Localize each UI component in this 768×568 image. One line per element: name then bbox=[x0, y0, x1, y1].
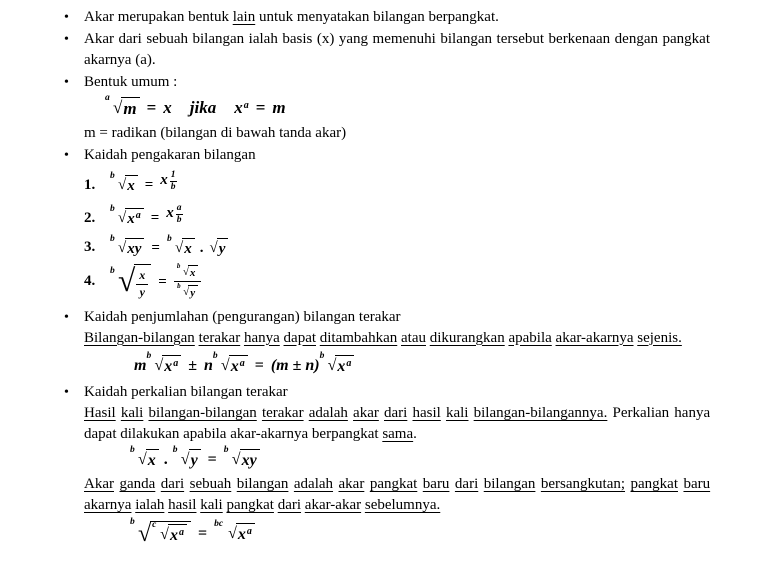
radical-sign: √ bbox=[209, 239, 218, 256]
bullet-item-kaidah-penjumlahan bbox=[64, 307, 710, 381]
paragraph-akar-basis: Akar dari sebuah bilangan ialah basis (x) yang memenuhi bilangan tersebut berkenaan dengan pangkat akarnya (a). bbox=[84, 31, 710, 68]
variable-x: x bbox=[160, 172, 168, 189]
rule-number: 2. bbox=[84, 209, 96, 226]
equals-sign: = bbox=[150, 210, 160, 227]
exponent-a: a bbox=[173, 357, 179, 369]
variable-x: x bbox=[230, 357, 239, 375]
dot-operator: . bbox=[199, 239, 204, 256]
radicand: y bbox=[189, 449, 201, 470]
section-label-penjumlahan: Kaidah penjumlahan (pengurangan) bilangan terakar bbox=[84, 308, 401, 325]
radical-sign: √ bbox=[138, 450, 147, 468]
radical-sign: √ bbox=[174, 239, 184, 256]
equals-sign: = bbox=[207, 450, 217, 468]
radical bbox=[208, 238, 228, 258]
aturan-penjumlahan: Bilangan-bilangan terakar hanya dapat ditambahkan atau dikurangkan apabila akar-akarnya sejenis. bbox=[84, 329, 682, 346]
radical-sign: √ bbox=[138, 521, 152, 548]
rule-number: 4. bbox=[84, 273, 96, 290]
radical-sign: √ bbox=[183, 286, 190, 299]
bullet-item-kaidah-pengakaran bbox=[64, 145, 710, 305]
radical-index: b bbox=[110, 266, 115, 277]
radicand bbox=[150, 521, 191, 545]
denominator bbox=[174, 282, 201, 300]
bullet-item-kaidah-perkalian bbox=[64, 382, 710, 547]
radicand: x bbox=[125, 175, 138, 195]
radical bbox=[166, 233, 195, 258]
exponent-a: a bbox=[243, 100, 249, 111]
coefficient-m: m bbox=[134, 356, 147, 374]
variable-x: x bbox=[163, 98, 172, 117]
radical-index: bc bbox=[214, 519, 224, 530]
bullet-item-akar-basis bbox=[64, 29, 710, 71]
radical-index: b bbox=[172, 444, 178, 455]
text: Akar merupakan bentuk bbox=[84, 9, 229, 25]
fraction-of-radicals bbox=[174, 263, 202, 301]
radical-index: b bbox=[177, 282, 181, 291]
variable-x: x bbox=[166, 205, 174, 222]
radicand bbox=[125, 208, 144, 228]
bullet-marker: • bbox=[64, 384, 69, 400]
formula-akar-ganda bbox=[130, 517, 710, 548]
formula-rule-1 bbox=[110, 171, 177, 199]
variable-x: x bbox=[169, 527, 178, 545]
radicand: y bbox=[217, 238, 229, 258]
numerator: x bbox=[136, 269, 148, 285]
radicand bbox=[168, 524, 187, 545]
exponent-fraction bbox=[176, 203, 183, 225]
section-label-pengakaran: Kaidah pengakaran bilangan bbox=[84, 147, 256, 164]
underlined-word-sama: sama bbox=[382, 425, 414, 442]
radicand: x bbox=[146, 449, 159, 470]
bullet-item-akar-definisi bbox=[64, 7, 710, 28]
radical bbox=[223, 444, 260, 470]
radical-sign: √ bbox=[160, 526, 169, 544]
radicand bbox=[229, 355, 248, 376]
exponent-a: a bbox=[178, 527, 184, 539]
rule-4 bbox=[84, 263, 710, 301]
equals-sign: = bbox=[254, 356, 264, 374]
radicand: x bbox=[188, 265, 199, 280]
radical bbox=[110, 204, 144, 228]
coefficient-n: n bbox=[204, 356, 213, 374]
text: Perkalian hanya dapat dilakukan apabila akar-akarnya berpangkat bbox=[84, 404, 711, 442]
radical-index: b bbox=[110, 233, 115, 244]
radicand: x bbox=[182, 238, 195, 258]
power-x-a-over-b bbox=[166, 204, 182, 232]
rule-3 bbox=[84, 233, 710, 258]
bullet-marker: • bbox=[64, 10, 69, 25]
equals-sign: = bbox=[197, 525, 208, 543]
rule-number: 1. bbox=[84, 176, 96, 193]
text: untuk menyatakan bilangan berpangkat. bbox=[258, 9, 499, 25]
formula-penjumlahan bbox=[134, 350, 710, 376]
exponent-fraction bbox=[170, 170, 177, 192]
radical-sign: √ bbox=[327, 356, 337, 374]
fraction-x-over-y bbox=[136, 269, 148, 300]
radical-index: b bbox=[166, 233, 172, 244]
formula-perkalian bbox=[130, 444, 710, 470]
radicand: xy bbox=[240, 449, 260, 470]
equals-sign: = bbox=[151, 239, 160, 256]
denominator: b bbox=[170, 181, 176, 192]
radical-index: b bbox=[176, 262, 181, 271]
equals-sign: = bbox=[146, 98, 157, 117]
radicand bbox=[335, 355, 354, 376]
radical bbox=[177, 282, 198, 300]
radical bbox=[110, 264, 151, 300]
radical bbox=[319, 350, 355, 376]
radical bbox=[214, 519, 255, 544]
radical bbox=[176, 262, 199, 280]
radicand bbox=[134, 264, 151, 300]
equals-sign: = bbox=[158, 273, 167, 290]
radicand: xy bbox=[125, 238, 144, 258]
variable-m: m bbox=[272, 98, 286, 117]
radicand: y bbox=[188, 285, 198, 300]
radical-sign: √ bbox=[231, 450, 241, 468]
radical-sign: √ bbox=[118, 239, 127, 256]
rule-2 bbox=[84, 204, 710, 232]
keyword-jika: jika bbox=[189, 98, 217, 117]
radical-index: b bbox=[223, 444, 229, 455]
radical-inner bbox=[152, 520, 187, 545]
rule-number: 3. bbox=[84, 239, 96, 256]
section-label-perkalian: Kaidah perkalian bilangan terakar bbox=[84, 383, 288, 400]
radical-index: c bbox=[152, 520, 157, 531]
power-x-a bbox=[234, 98, 249, 118]
equals-sign: = bbox=[144, 177, 154, 194]
radical bbox=[212, 350, 248, 376]
radical-index: b bbox=[130, 444, 135, 455]
variable-x: x bbox=[337, 357, 346, 375]
radical-index: a bbox=[105, 93, 110, 103]
formula-rule-3 bbox=[110, 233, 228, 258]
radical-sign: √ bbox=[154, 356, 164, 374]
radical-sign: √ bbox=[228, 525, 237, 543]
radical-sign: √ bbox=[118, 210, 127, 227]
coefficient-m-plus-minus-n: (m ± n) bbox=[270, 356, 320, 374]
radical-sign: √ bbox=[220, 356, 230, 374]
radical-index: b bbox=[212, 350, 218, 361]
radical-index: b bbox=[319, 350, 325, 361]
radicand bbox=[236, 523, 255, 544]
paragraph-akar-definisi bbox=[84, 7, 710, 28]
bullet-marker: • bbox=[64, 148, 69, 164]
numerator: a bbox=[176, 203, 182, 214]
section-label-bentuk-umum: Bentuk umum : bbox=[84, 74, 178, 90]
dot-operator: . bbox=[163, 450, 168, 468]
underlined-sentence: Hasil kali bilangan-bilangan terakar adalah akar dari hasil kali bilangan-bilangannya. bbox=[84, 404, 608, 421]
aturan-akar-ganda: Akar ganda dari sebuah bilangan adalah akar pangkat baru dari bilangan bersangkutan; pangkat baru akarnya ialah hasil kali pangkat dari akar-akar sebelumnya. bbox=[84, 476, 711, 514]
radical bbox=[110, 233, 144, 258]
radical-sign: √ bbox=[180, 450, 190, 468]
radical-index: b bbox=[110, 171, 115, 182]
radical bbox=[105, 93, 140, 119]
variable-x: x bbox=[127, 211, 135, 228]
aturan-perkalian bbox=[84, 403, 710, 445]
formula-bentuk-umum bbox=[105, 93, 710, 119]
note-radikan: m = radikan (bilangan di bawah tanda akar) bbox=[84, 125, 347, 142]
exponent-a: a bbox=[135, 210, 141, 222]
numerator: 1 bbox=[170, 170, 176, 181]
radical-index: b bbox=[146, 350, 152, 361]
bullet-marker: • bbox=[64, 309, 69, 325]
formula-rule-4 bbox=[110, 263, 201, 301]
underlined-word-lain: lain bbox=[232, 9, 256, 25]
exponent-a: a bbox=[346, 357, 352, 369]
rule-1 bbox=[84, 171, 710, 199]
variable-x: x bbox=[237, 526, 246, 544]
equals-sign: = bbox=[255, 98, 266, 117]
denominator: b bbox=[176, 214, 182, 225]
power-x-1-over-b bbox=[160, 171, 176, 199]
bullet-marker: • bbox=[64, 32, 69, 47]
radical bbox=[146, 350, 181, 376]
radical-sign: √ bbox=[182, 266, 189, 279]
radical-sign: √ bbox=[118, 177, 127, 194]
radical-sign: √ bbox=[113, 98, 123, 117]
formula-rule-2 bbox=[110, 204, 183, 232]
radical bbox=[110, 171, 138, 195]
radical bbox=[130, 444, 159, 470]
variable-x: x bbox=[164, 357, 173, 375]
text: . bbox=[413, 425, 417, 442]
numerator bbox=[174, 263, 202, 282]
radical bbox=[172, 444, 201, 470]
plus-minus-sign: ± bbox=[188, 356, 198, 374]
bullet-item-bentuk-umum bbox=[64, 72, 710, 144]
radical-index: b bbox=[130, 517, 135, 528]
radicand: m bbox=[121, 97, 139, 119]
radical-sign: √ bbox=[118, 263, 136, 299]
radical-index: b bbox=[110, 204, 115, 215]
bullet-marker: • bbox=[64, 75, 69, 90]
denominator: y bbox=[139, 284, 145, 299]
exponent-a: a bbox=[246, 526, 252, 538]
radicand bbox=[162, 355, 181, 376]
exponent-a: a bbox=[239, 357, 245, 369]
radical-outer bbox=[130, 517, 191, 548]
variable-x: x bbox=[234, 98, 243, 117]
